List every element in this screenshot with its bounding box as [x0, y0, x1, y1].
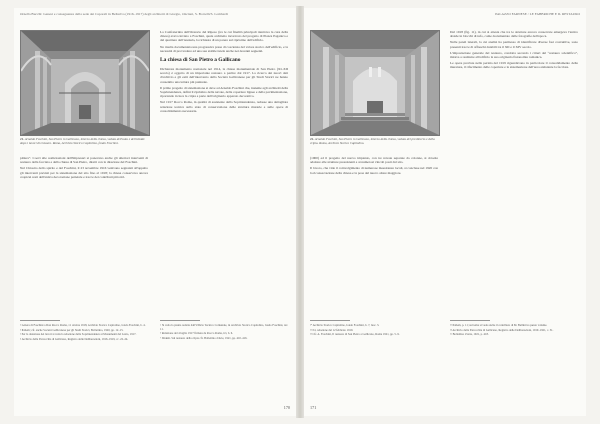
- running-head: PALAZZO FARNESE / LE FABBRICHE E IL RESTAURO: [495, 12, 580, 16]
- page-number: 171: [310, 405, 317, 410]
- body-column-2: [160, 30, 288, 316]
- book-gutter: [296, 6, 304, 418]
- footnotes-column-1: [310, 324, 438, 402]
- church-interior-photo: [20, 30, 150, 136]
- church-interior-image: [21, 31, 149, 135]
- footnote: ⁴ Archivio della Parrocchia di Gallicano, Registro delle Deliberazioni, 1916–1919, cc. 22–24.: [20, 337, 129, 342]
- page-number: 170: [283, 405, 290, 410]
- right-page: [304, 8, 586, 416]
- footnotes-column-2: [450, 324, 578, 402]
- footnote: ¹¹ Ivi, relazione del 12 febbraio 1919.: [310, 327, 354, 332]
- footnote: ¹⁴ Archivio della Parrocchia di Gallicano, Registro delle Deliberazioni, 1919–1921, c. 31.: [450, 327, 554, 332]
- footnote: ¹⁵ Bollettino d'Arte, 1921, p. 418.: [450, 332, 489, 337]
- running-head: Ornella Bucchi: Genesi e conseguenze della sede dei Caporali in Bellariva (1916–1917) degli architetti di Giorgio, Onciani, S. Borrelli/S. Lombardi: [20, 12, 229, 16]
- footnote-rule: [20, 320, 60, 321]
- footnote: ¹² Cfr. A. Foschini, Il restauro di San Pietro a Gallicano, Roma 1921, pp. 5–9.: [310, 332, 400, 337]
- paragraph: Nel 1917 Rocco Roma, in qualità di assistente della Soprintendenza, redasse una dettagliata relazione tecnica sullo stato di conservazione delle strutture murarie e sulle opere di consolidamento necessarie.: [160, 100, 288, 113]
- body-column-1: [310, 156, 438, 316]
- figure-number: 22.: [310, 137, 314, 141]
- footnote: ¹ Lettera di Foschini a Don Rocco Roma, 11 ottobre 1918, Archivio Storico Capitolino, fondo Foschini, b. 4.: [20, 324, 146, 327]
- footnotes-column-2: [160, 324, 288, 402]
- footnote: ³ Per la datazione dei lavori si veda la relazione della Soprintendenza ai Monumenti del Lazio, 1917.: [20, 332, 137, 337]
- figure-caption-text: Arnaldo Foschini, San Pietro in Gallicano, interno della chiesa, veduta dell'aula e dell'abside dopo i lavori di restauro. Roma, Archivio Storico Capitolino, fondo Foschini.: [20, 137, 145, 145]
- paragraph: Dal 1918 (fig. 11), in cui si attesta che tra le strutture ancora conservate emergeva l'antico abside in blocchi di tufo, come documentato dalle fotografie dell'epoca.: [450, 30, 578, 39]
- figure-caption: [20, 137, 148, 145]
- paragraph: L'impostazione generale del restauro, condotta secondo i criteri del “restauro scientifico”, mirava a restituire all'edificio la sua originaria fisionomia romanica.: [450, 50, 578, 60]
- paragraph: Dichiarata monumento nazionale nel 1914, la chiesa monumentale di San Pietro (XI–XII secolo) è oggetto di un importante restauro a partire dal 1917. La ricerca dei nuovi dati d'archivio e gli esiti dell'intervento della Società Gallicanese per gli Studi Storici ne hanno consentito una lettura più puntuale.: [160, 67, 288, 84]
- footnote: ⁷ Ibidem. Sul restauro della cripta cfr. Bollettino d'Arte, 1921, pp. 410–416.: [160, 336, 248, 341]
- footnote: ¹⁰ Archivio Storico Capitolino, fondo Foschini, b. 7, fasc. 3.: [310, 324, 380, 327]
- paragraph: (1900) ed il progetto del nuovo impianto, con tre navate separate da colonne, si dovette adattare alle strutture preesistenti e ai numerosi vincoli posti dal sito.: [310, 156, 438, 165]
- section-heading: La chiesa di San Pietro a Gallicano: [160, 57, 241, 64]
- body-column-2: [450, 30, 578, 316]
- paragraph: Le opere previste nella perizia del 1919 riguardavano in particolare il consolidamento delle murature, il rifacimento delle coperture e la sistemazione dell'area antistante la facciata.: [450, 61, 578, 70]
- figure-caption-text: Arnaldo Foschini, San Pietro in Gallicano, interno della chiesa, veduta del presbiterio e della cripta. Roma, Archivio Storico Capitolino.: [310, 137, 435, 145]
- footnote: ⁶ Relazione del 4 luglio 1917 firmata da Rocco Roma, ivi, b. 6.: [160, 331, 233, 336]
- paragraph: La Confraternita dell'Oratorio del Riposo (tra le cui finalità principali rientrava la cura della chiesa) aveva inviato a Foschini, quale architetto incaricato del progetto di Piazza Paganica e del quartiere dell'Arenula, la richiesta di un parere sul ripristino dell'edificio.: [160, 30, 288, 43]
- footnotes-column-1: [20, 324, 148, 402]
- paragraph: Il lavoro, che vide il coinvolgimento di numerose maestranze locali, si concluse nel 1920 con la riconsacrazione della chiesa e la posa del nuovo altare maggiore.: [310, 166, 438, 175]
- left-page: [14, 8, 296, 416]
- paragraph: Il primo progetto di sistemazione si deve ad Arnaldo Foschini che, insieme agli architetti della Soprintendenza, definì il ripristino delle navate, delle coperture lignee e della pavimentazione, riportando in luce la cripta e parte dell'originario apparato decorativo.: [160, 85, 288, 99]
- presbytery-image: [311, 31, 439, 135]
- body-column-1: [20, 156, 148, 316]
- paragraph: pittura”. Coevi alle realizzazioni dell'Impresari si ponevano anche gli ulteriori interventi di restauro della facciata e della chiesa di San Pietro, diretti con la direzione del Foschini.: [20, 156, 148, 165]
- presbytery-photo: [310, 30, 440, 136]
- footnote-rule: [450, 320, 490, 321]
- paragraph: Ne risulta documentata una progressiva presa di coscienza del valore storico dell'edificio, e la necessità di provvedere ad una sua stabile tutela anche nei decenni seguenti.: [160, 44, 288, 53]
- figure-caption: [310, 137, 438, 145]
- footnote: ⁵ Si veda la pianta redatta dall'Ufficio Tecnico Comunale, in Archivio Storico Capitolino, fondo Foschini, tav. 11.: [160, 324, 288, 331]
- paragraph: Nel Chiostro dello spirito e del Foschini, il 23 novembre 1916 venivano segnalati all'appalto gli interventi previsti per la sistemazione del sito fino al 1918; la chiesa conservava ancora cospicui resti dell'antica decorazione parietale e tracce dei contributi pittorici.: [20, 166, 148, 179]
- footnote-rule: [160, 320, 200, 321]
- footnote: ¹³ Ibidem, p. 11; sul tema si veda anche il contributo di M. Bellini in questo volume.: [450, 324, 548, 327]
- footnote-rule: [310, 320, 350, 321]
- figure-number: 21.: [20, 137, 24, 141]
- paragraph: Nelle pareti laterali, la cui analisi ha permesso di identificare diverse fasi costruttive, sono presenti tracce di affreschi databili tra il XII e il XIV secolo.: [450, 40, 578, 49]
- footnote: ² Ibidem; cfr. anche Società Gallicanese per gli Studi Storici, Bollettino, 1920, pp. 12–15.: [20, 327, 124, 332]
